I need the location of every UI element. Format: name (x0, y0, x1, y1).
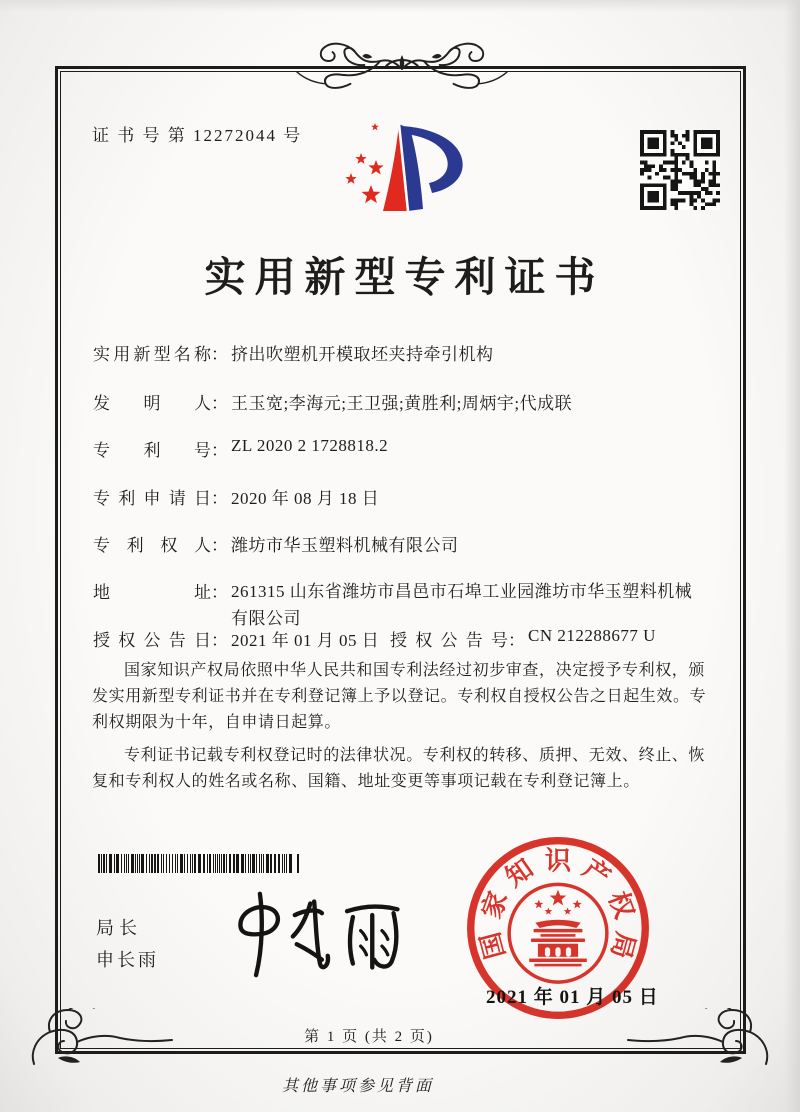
seal-date: 2021 年 01 月 05 日 (486, 987, 659, 1008)
director-signature-icon (224, 888, 414, 980)
field-label: 授权公告号 (390, 631, 508, 650)
national-emblem-icon (509, 884, 607, 982)
bottom-left-flourish (28, 1008, 174, 1070)
field-value: CN 212288677 U (528, 626, 656, 645)
field-row-address: 地址： 261315 山东省潍坊市昌邑市石埠工业园潍坊市华玉塑料机械有限公司 (93, 578, 709, 632)
bottom-right-flourish (626, 1008, 772, 1070)
field-label: 专利申请日 (93, 489, 211, 508)
field-label: 授权公告日 (93, 631, 211, 650)
legal-paragraph-1: 国家知识产权局依照中华人民共和国专利法经过初步审查，决定授予专利权，颁发实用新型专利证书并在专利登记簿上予以登记。专利权自授权公告之日起生效。专利权期限为十年，自申请日起算。 (92, 662, 707, 731)
back-note: 其他事项参见背面 (281, 1078, 434, 1095)
page-number: 第 1 页 (共 2 页) (304, 1029, 434, 1045)
field-value: 2020 年 08 月 18 日 (231, 489, 380, 508)
field-value: ZL 2020 2 1728818.2 (231, 436, 389, 455)
field-row-patentee: 专利权人： 潍坊市华玉塑料机械有限公司 (93, 531, 459, 556)
svg-text:权: 权 (602, 887, 640, 923)
field-label: 实用新型名称 (93, 345, 211, 364)
field-label: 发明人 (93, 394, 211, 413)
svg-text:识: 识 (544, 846, 572, 876)
barcode (98, 854, 300, 873)
cnipa-logo-icon (338, 113, 468, 218)
field-label: 专利号 (93, 441, 211, 460)
field-row-filing-date: 专利申请日： 2020 年 08 月 18 日 (93, 484, 379, 509)
field-row-patent-no: 专利号： ZL 2020 2 1728818.2 (93, 436, 389, 460)
certificate-title: 实用新型专利证书 (204, 254, 605, 300)
field-row-inventors: 发明人： 王玉宽;李海元;王卫强;黄胜利;周炳宇;代成联 (93, 389, 572, 414)
field-value: 潍坊市华玉塑料机械有限公司 (231, 536, 459, 555)
legal-text (92, 658, 716, 802)
issuer-name-label: 申长雨 (96, 950, 159, 970)
svg-text:国: 国 (475, 928, 511, 962)
official-seal (462, 832, 659, 1024)
field-value: 王玉宽;李海元;王卫强;黄胜利;周炳宇;代成联 (231, 394, 573, 413)
field-row-name: 实用新型名称： 挤出吹塑机开模取坯夹持牵引机构 (93, 340, 494, 365)
svg-text:知: 知 (500, 853, 539, 893)
legal-paragraph-2: 专利证书记载专利权登记时的法律状况。专利权的转移、质押、无效、终止、恢复和专利权人的姓名或名称、国籍、地址变更等事项记载在专利登记簿上。 (92, 747, 706, 790)
field-value: 261315 山东省潍坊市昌邑市石埠工业园潍坊市华玉塑料机械有限公司 (231, 582, 693, 628)
certificate-number: 证 书 号 第 12272044 号 (92, 126, 303, 145)
issuer-title-label: 局长 (96, 918, 142, 938)
field-value: 挤出吹塑机开模取坯夹持牵引机构 (231, 345, 494, 364)
svg-text:家: 家 (476, 887, 514, 923)
svg-text:产: 产 (577, 853, 616, 893)
field-value: 2021 年 01 月 05 日 (231, 631, 380, 650)
qr-code (640, 130, 720, 210)
field-pair-grant-no: 授权公告号： CN 212288677 U (390, 626, 656, 650)
field-label: 地址 (93, 583, 211, 602)
top-flourish-ornament (283, 38, 521, 92)
svg-text:局: 局 (605, 928, 641, 962)
field-label: 专利权人 (93, 536, 211, 555)
field-row-grant: 授权公告日： 2021 年 01 月 05 日 授权公告号： CN 212288677 U (93, 626, 656, 650)
